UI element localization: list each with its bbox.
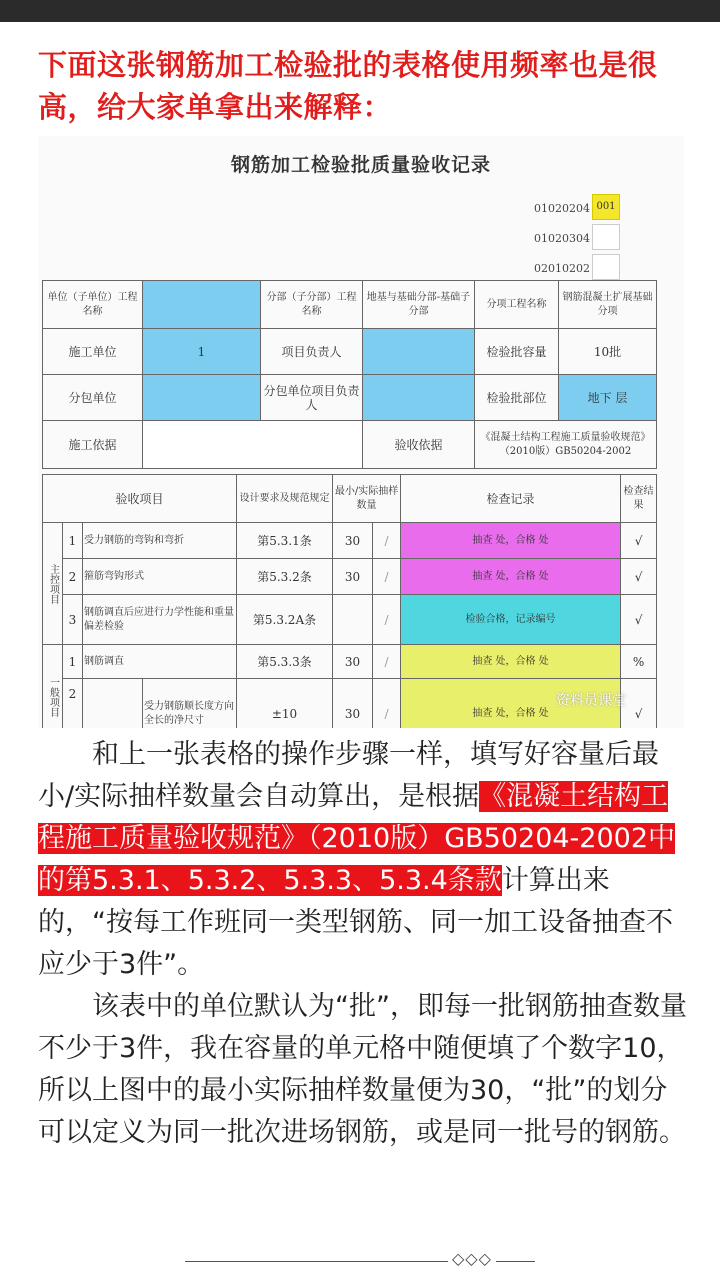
- col-item: 验收项目: [43, 475, 237, 523]
- table-row: [43, 595, 657, 645]
- main-group-label: 主控项目: [43, 523, 63, 645]
- contractor-label: 施工单位: [43, 329, 143, 375]
- row-result: √: [621, 595, 657, 645]
- row-name: 箍筋弯钩形式: [83, 559, 237, 595]
- row-name: 受力钢筋的弯钩和弯折: [83, 523, 237, 559]
- row-result: %: [621, 645, 657, 679]
- watermark: 资料员课堂: [556, 693, 626, 709]
- contractor-value: 1: [143, 329, 261, 375]
- row-name: 钢筋调直: [83, 645, 237, 679]
- row-record: 抽查 处，合格 处: [401, 523, 621, 559]
- paragraph-1-tail: 计算出来的，“按每工作班同一类型钢筋、同一加工设备抽查不应少于3件”。: [38, 865, 673, 980]
- row-spec: ±10: [237, 679, 333, 729]
- paragraph-1: [38, 734, 688, 986]
- row-result: √: [621, 679, 657, 729]
- col-record: 检查记录: [401, 475, 621, 523]
- row-min: 30: [333, 559, 373, 595]
- accept-value: 《混凝土结构工程施工质量验收规范》（2010版）GB50204-2002: [475, 421, 657, 469]
- basis-value: [143, 421, 363, 469]
- row-min: [333, 595, 373, 645]
- division-value: 地基与基础分部-基础子分部: [363, 281, 475, 329]
- sub-pm-label: 分包单位项目负责人: [261, 375, 363, 421]
- subitem-value: 钢筋混凝土扩展基础分项: [559, 281, 657, 329]
- sub-value: [143, 375, 261, 421]
- form-title: 钢筋加工检验批质量验收记录: [230, 154, 491, 176]
- part-value: 地下 层: [559, 375, 657, 421]
- paragraph-1-text: 和上一张表格的操作步骤一样，填写好容量后最小/实际抽样数量会自动算出，是根据: [38, 739, 659, 812]
- row-spec: 第5.3.2条: [237, 559, 333, 595]
- code-3: 02010202: [534, 262, 590, 275]
- row-name: 钢筋调直后应进行力学性能和重量偏差检验: [83, 595, 237, 645]
- row-actual: /: [373, 645, 401, 679]
- row-no: 2: [63, 679, 83, 729]
- pm-label: 项目负责人: [261, 329, 363, 375]
- code-3-suffix: [592, 254, 620, 280]
- capacity-value: 10批: [559, 329, 657, 375]
- article-headline: 下面这张钢筋加工检验批的表格使用频率也是很高，给大家单拿出来解释：: [38, 48, 658, 124]
- col-result: 检查结果: [621, 475, 657, 523]
- row-actual: /: [373, 679, 401, 729]
- form-image: [38, 136, 684, 728]
- row-actual: /: [373, 559, 401, 595]
- code-1: 01020204: [534, 202, 590, 215]
- row-spec: 第5.3.3条: [237, 645, 333, 679]
- row-result: √: [621, 559, 657, 595]
- pm-value: [363, 329, 475, 375]
- row-record: 抽查 处，合格 处: [401, 679, 621, 729]
- row-min: 30: [333, 523, 373, 559]
- divider-diamonds: ◇◇◇: [448, 1249, 496, 1268]
- sub-label: 分包单位: [43, 375, 143, 421]
- code-2-suffix: [592, 224, 620, 250]
- row-no: 1: [63, 523, 83, 559]
- row-min: 30: [333, 645, 373, 679]
- row-min: 30: [333, 679, 373, 729]
- table-row: [43, 523, 657, 559]
- row-spec: 第5.3.2A条: [237, 595, 333, 645]
- paragraph-2: 该表中的单位默认为“批”，即每一批钢筋抽查数量不少于3件，我在容量的单元格中随便填了个数字10，所以上图中的最小实际抽样数量便为30，“批”的划分可以定义为同一批次进场钢筋，或是同一批号的钢筋。: [38, 991, 687, 1148]
- row-record: 抽查 处，合格 处: [401, 645, 621, 679]
- row-result: √: [621, 523, 657, 559]
- general-group-label: 一般项目: [43, 645, 63, 729]
- col-sample: 最小/实际抽样数量: [333, 475, 401, 523]
- row-no: 3: [63, 595, 83, 645]
- form-header-table: [42, 280, 657, 469]
- part-label: 检验批部位: [475, 375, 559, 421]
- status-bar: [0, 0, 720, 22]
- row-subname: 受力钢筋顺长度方向全长的净尺寸: [143, 679, 237, 729]
- row-spec: 第5.3.1条: [237, 523, 333, 559]
- code-1-suffix: 001: [592, 194, 620, 220]
- capacity-label: 检验批容量: [475, 329, 559, 375]
- row-actual: /: [373, 595, 401, 645]
- row-actual: /: [373, 523, 401, 559]
- division-label: 分部（子分部）工程名称: [261, 281, 363, 329]
- row-record: 检验合格，记录编号: [401, 595, 621, 645]
- basis-label: 施工依据: [43, 421, 143, 469]
- col-design: 设计要求及规范规定: [237, 475, 333, 523]
- subitem-label: 分项工程名称: [475, 281, 559, 329]
- row-no: 2: [63, 559, 83, 595]
- code-2: 01020304: [534, 232, 590, 245]
- paragraph-1-highlight: 《混凝土结构工程施工质量验收规范》（2010版）GB50204-2002中的第5.3.1、5.3.2、5.3.3、5.3.4条款: [38, 781, 676, 896]
- sub-pm-value: [363, 375, 475, 421]
- table-row: [43, 559, 657, 595]
- table-row: [43, 645, 657, 679]
- unit-value: [143, 281, 261, 329]
- row-no: 1: [63, 645, 83, 679]
- unit-label: 单位（子单位）工程名称: [43, 281, 143, 329]
- accept-label: 验收依据: [363, 421, 475, 469]
- row-record: 抽查 处，合格 处: [401, 559, 621, 595]
- row-name: [83, 679, 143, 729]
